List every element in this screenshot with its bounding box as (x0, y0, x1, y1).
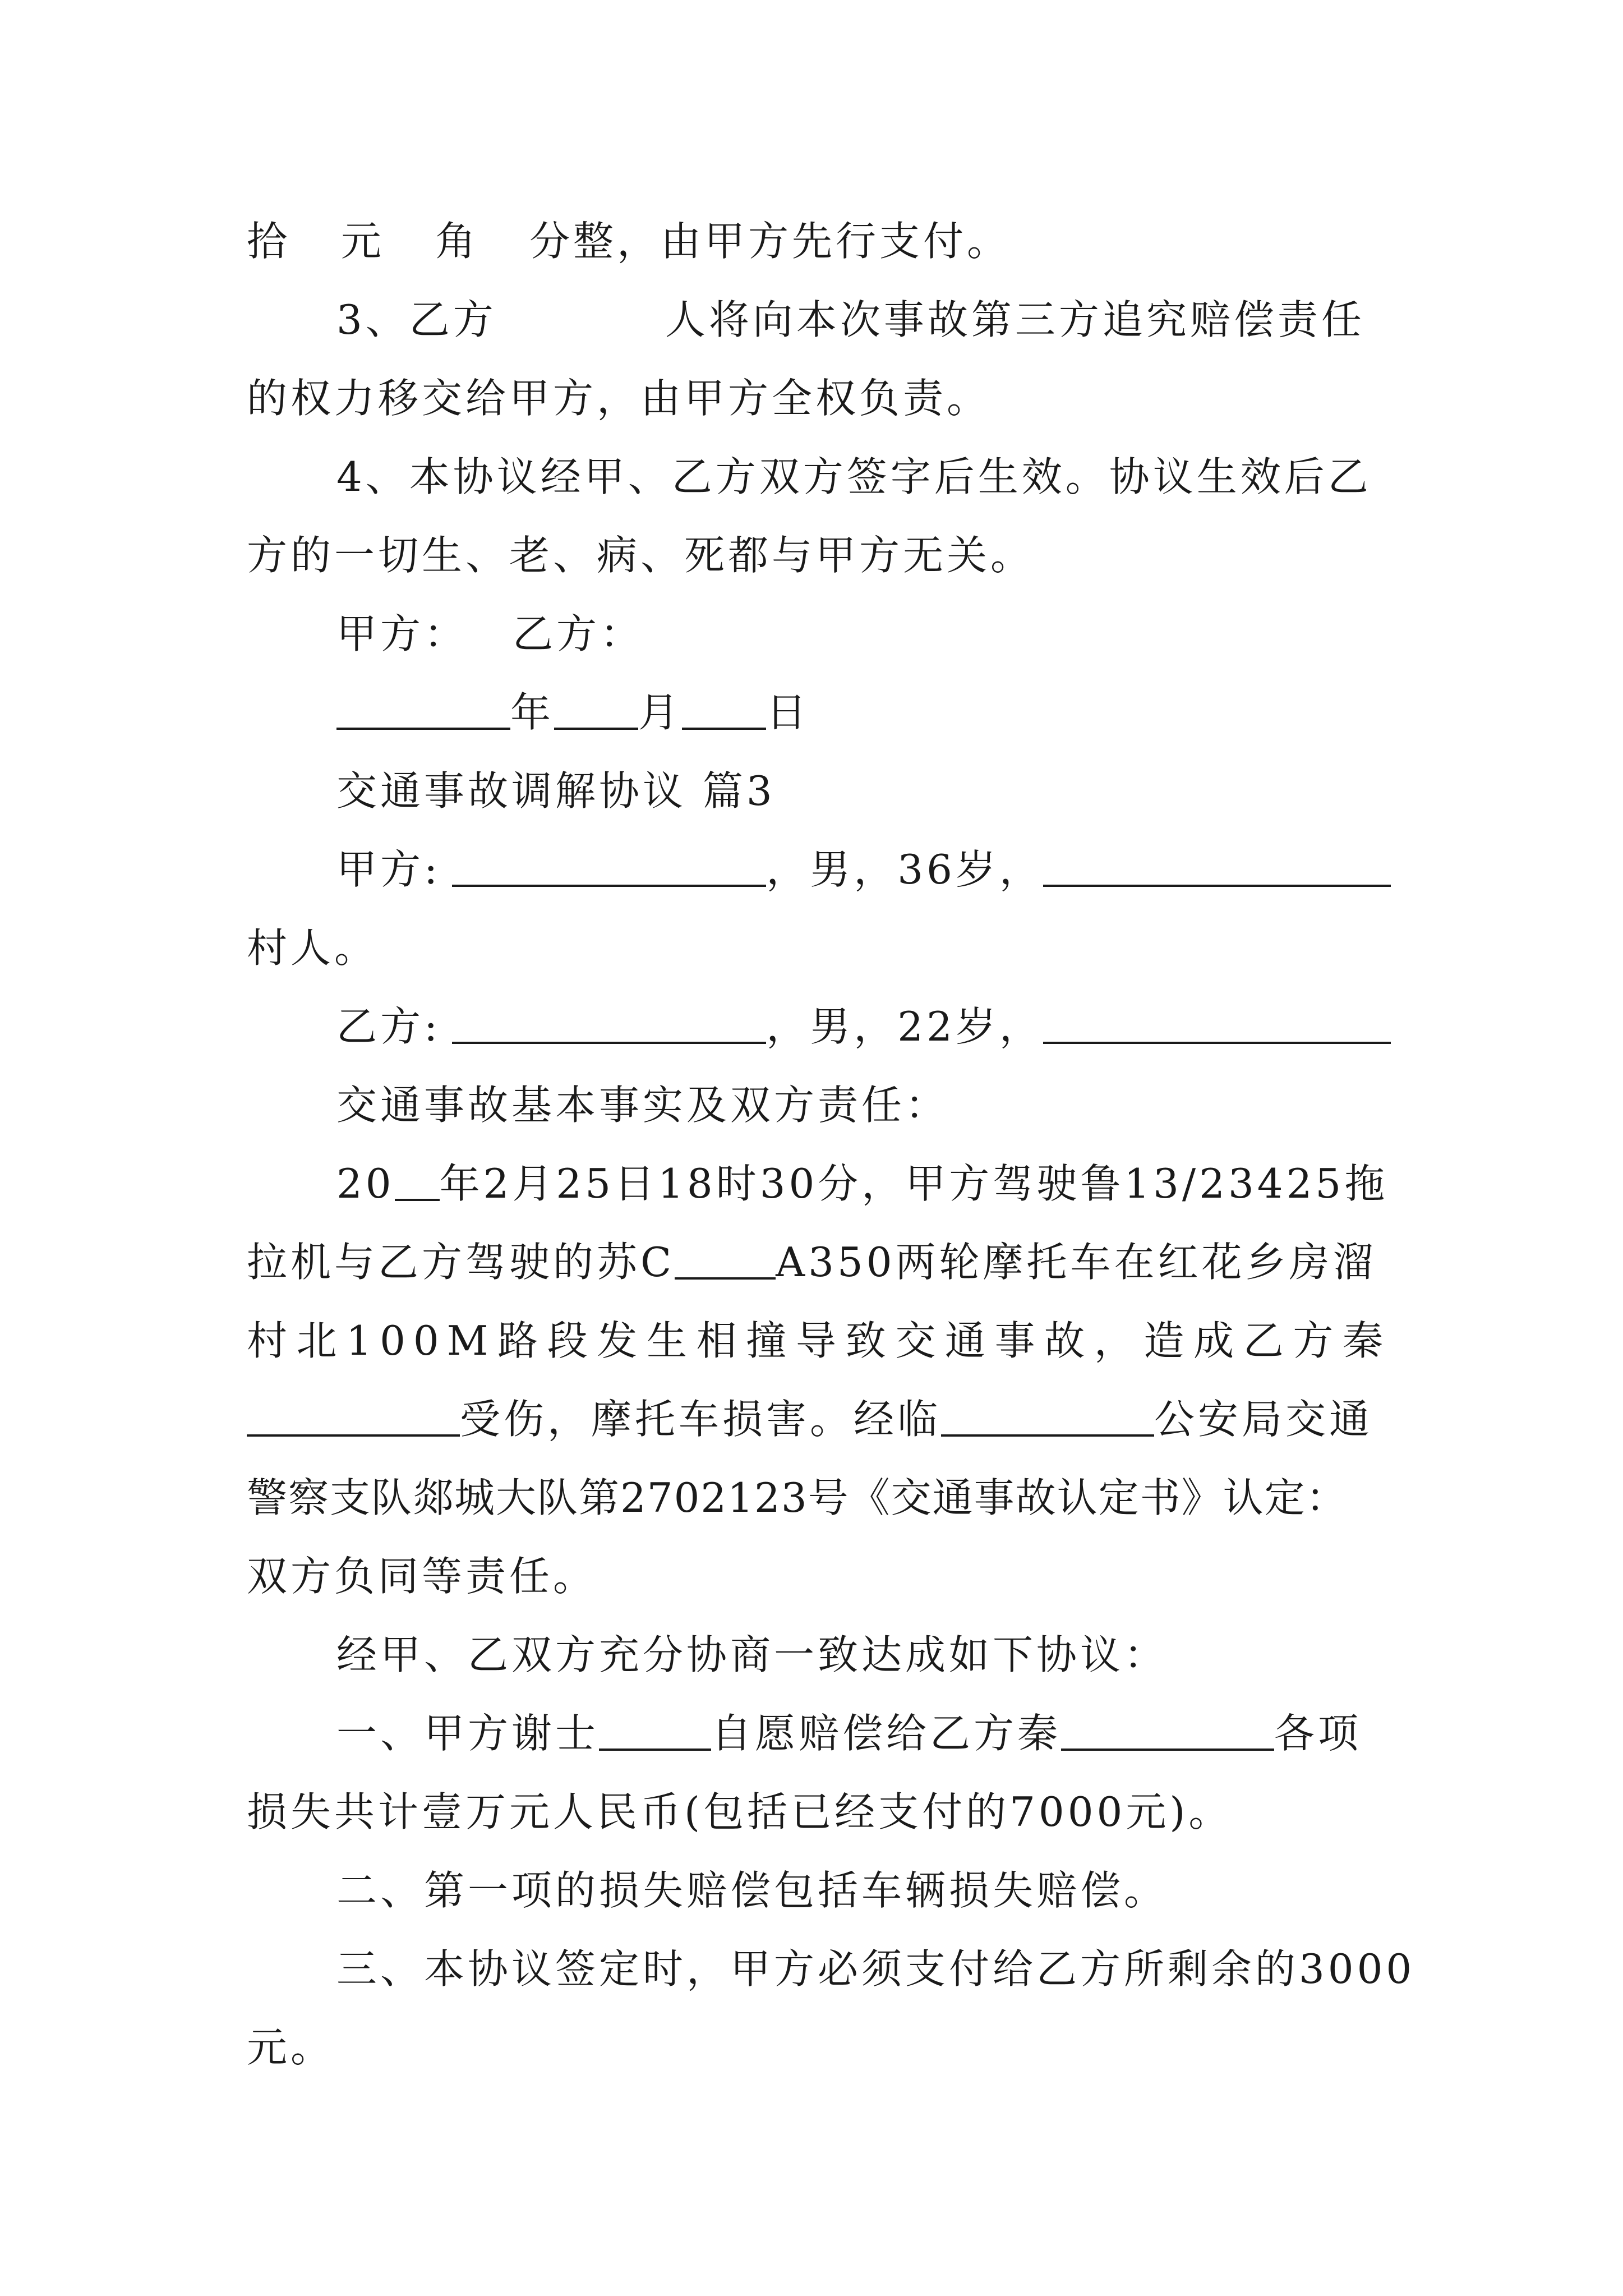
text-line-17 (247, 1467, 1391, 1529)
text-line-19 (336, 1624, 1391, 1686)
name-blank (599, 1709, 711, 1751)
party-a-label: 甲方: (336, 846, 441, 893)
text-segment: 拉机与乙方驾驶的苏C (247, 1239, 675, 1286)
text-segment: 年2月25日18时30分，甲方驾驶鲁13/23425拖 (439, 1160, 1389, 1207)
name-blank (247, 1395, 460, 1437)
party-b-name-blank (452, 1002, 766, 1044)
party-b-address-blank (1043, 1002, 1391, 1044)
text-line-1 (247, 210, 1391, 272)
text-segment: 自愿赔偿给乙方秦 (711, 1710, 1062, 1757)
party-a-label: 甲方： (336, 610, 468, 657)
section-title (336, 760, 1391, 822)
text-segment: 人将向本次事故第三方追究赔偿责任 (665, 296, 1365, 343)
text-line-14 (247, 1231, 1391, 1293)
text-line-24 (247, 2017, 1391, 2078)
text-line-13 (336, 1153, 1391, 1214)
text-segment: 3、乙方 (336, 296, 497, 343)
text-segment: 4、本协议经甲、乙方双方签字后生效。协议生效后乙 (336, 453, 1372, 500)
text-segment: 经甲、乙双方充分协商一致达成如下协议： (336, 1631, 1168, 1678)
text-segment: A350两轮摩托车在红花乡房溜 (776, 1239, 1377, 1286)
text-line-5 (247, 524, 1391, 586)
text-segment: ，男，36岁， (766, 846, 1043, 893)
text-segment: 三、本协议签定时，甲方必须支付给乙方所剩余的3000 (336, 1945, 1415, 1993)
party-a-name-blank (452, 845, 766, 887)
text-line-10 (247, 917, 1391, 979)
party-b-label: 乙方: (336, 1003, 441, 1050)
facts-heading-text: 交通事故基本事实及双方责任： (336, 1082, 949, 1129)
text-segment: 村北100M路段发生相撞导致交通事故，造成乙方秦 (247, 1317, 1391, 1364)
text-segment: 公安局交通 (1154, 1396, 1373, 1443)
day-blank (682, 688, 766, 730)
year-label: 年 (510, 689, 555, 736)
date-line (336, 682, 1391, 743)
text-segment: 分整，由甲方先行支付。 (529, 218, 1011, 265)
name-blank (1061, 1709, 1274, 1751)
text-line-2 (336, 289, 1391, 351)
place-blank (941, 1395, 1154, 1437)
text-segment: 拾 (247, 218, 291, 265)
party-a-address-blank (1043, 845, 1391, 887)
text-segment: 元。 (247, 2024, 335, 2071)
text-line-4 (336, 446, 1391, 508)
month-label: 月 (638, 689, 683, 736)
text-line-21 (247, 1781, 1391, 1843)
section-title-text: 交通事故调解协议 篇3 (336, 767, 776, 815)
text-line-20 (336, 1703, 1391, 1764)
text-segment: 受伤，摩托车损害。经临 (460, 1396, 942, 1443)
signature-line (336, 603, 1391, 665)
text-segment: ，男，22岁， (766, 1003, 1043, 1050)
text-line-23 (336, 1938, 1415, 2000)
year-blank (395, 1159, 440, 1201)
text-segment: 警察支队郯城大队第2702123号《交通事故认定书》认定： (247, 1474, 1348, 1521)
facts-heading (336, 1074, 1391, 1136)
text-segment: 村人。 (247, 924, 379, 972)
text-segment: 双方负同等责任。 (247, 1553, 597, 1600)
day-label: 日 (766, 689, 810, 736)
plate-blank (675, 1238, 776, 1280)
text-line-15 (247, 1310, 1391, 1372)
party-a-line (336, 839, 1391, 900)
text-segment: 元 (341, 218, 385, 265)
text-segment: 方的一切生、老、病、死都与甲方无关。 (247, 532, 1035, 579)
year-blank (336, 688, 510, 730)
party-b-line (336, 996, 1391, 1057)
text-segment: 的权力移交给甲方，由甲方全权负责。 (247, 375, 991, 422)
text-segment: 20 (336, 1160, 395, 1207)
month-blank (554, 688, 638, 730)
text-line-18 (247, 1545, 1391, 1607)
text-segment: 损失共计壹万元人民币(包括已经支付的7000元)。 (247, 1788, 1233, 1835)
party-b-label: 乙方： (513, 610, 644, 657)
text-line-22 (336, 1860, 1391, 1921)
text-segment: 一、甲方谢士 (336, 1710, 600, 1757)
text-segment: 二、第一项的损失赔偿包括车辆损失赔偿。 (336, 1867, 1168, 1914)
text-segment: 各项 (1274, 1710, 1362, 1757)
text-line-16 (247, 1388, 1391, 1450)
text-line-3 (247, 367, 1391, 429)
text-segment: 角 (435, 218, 479, 265)
